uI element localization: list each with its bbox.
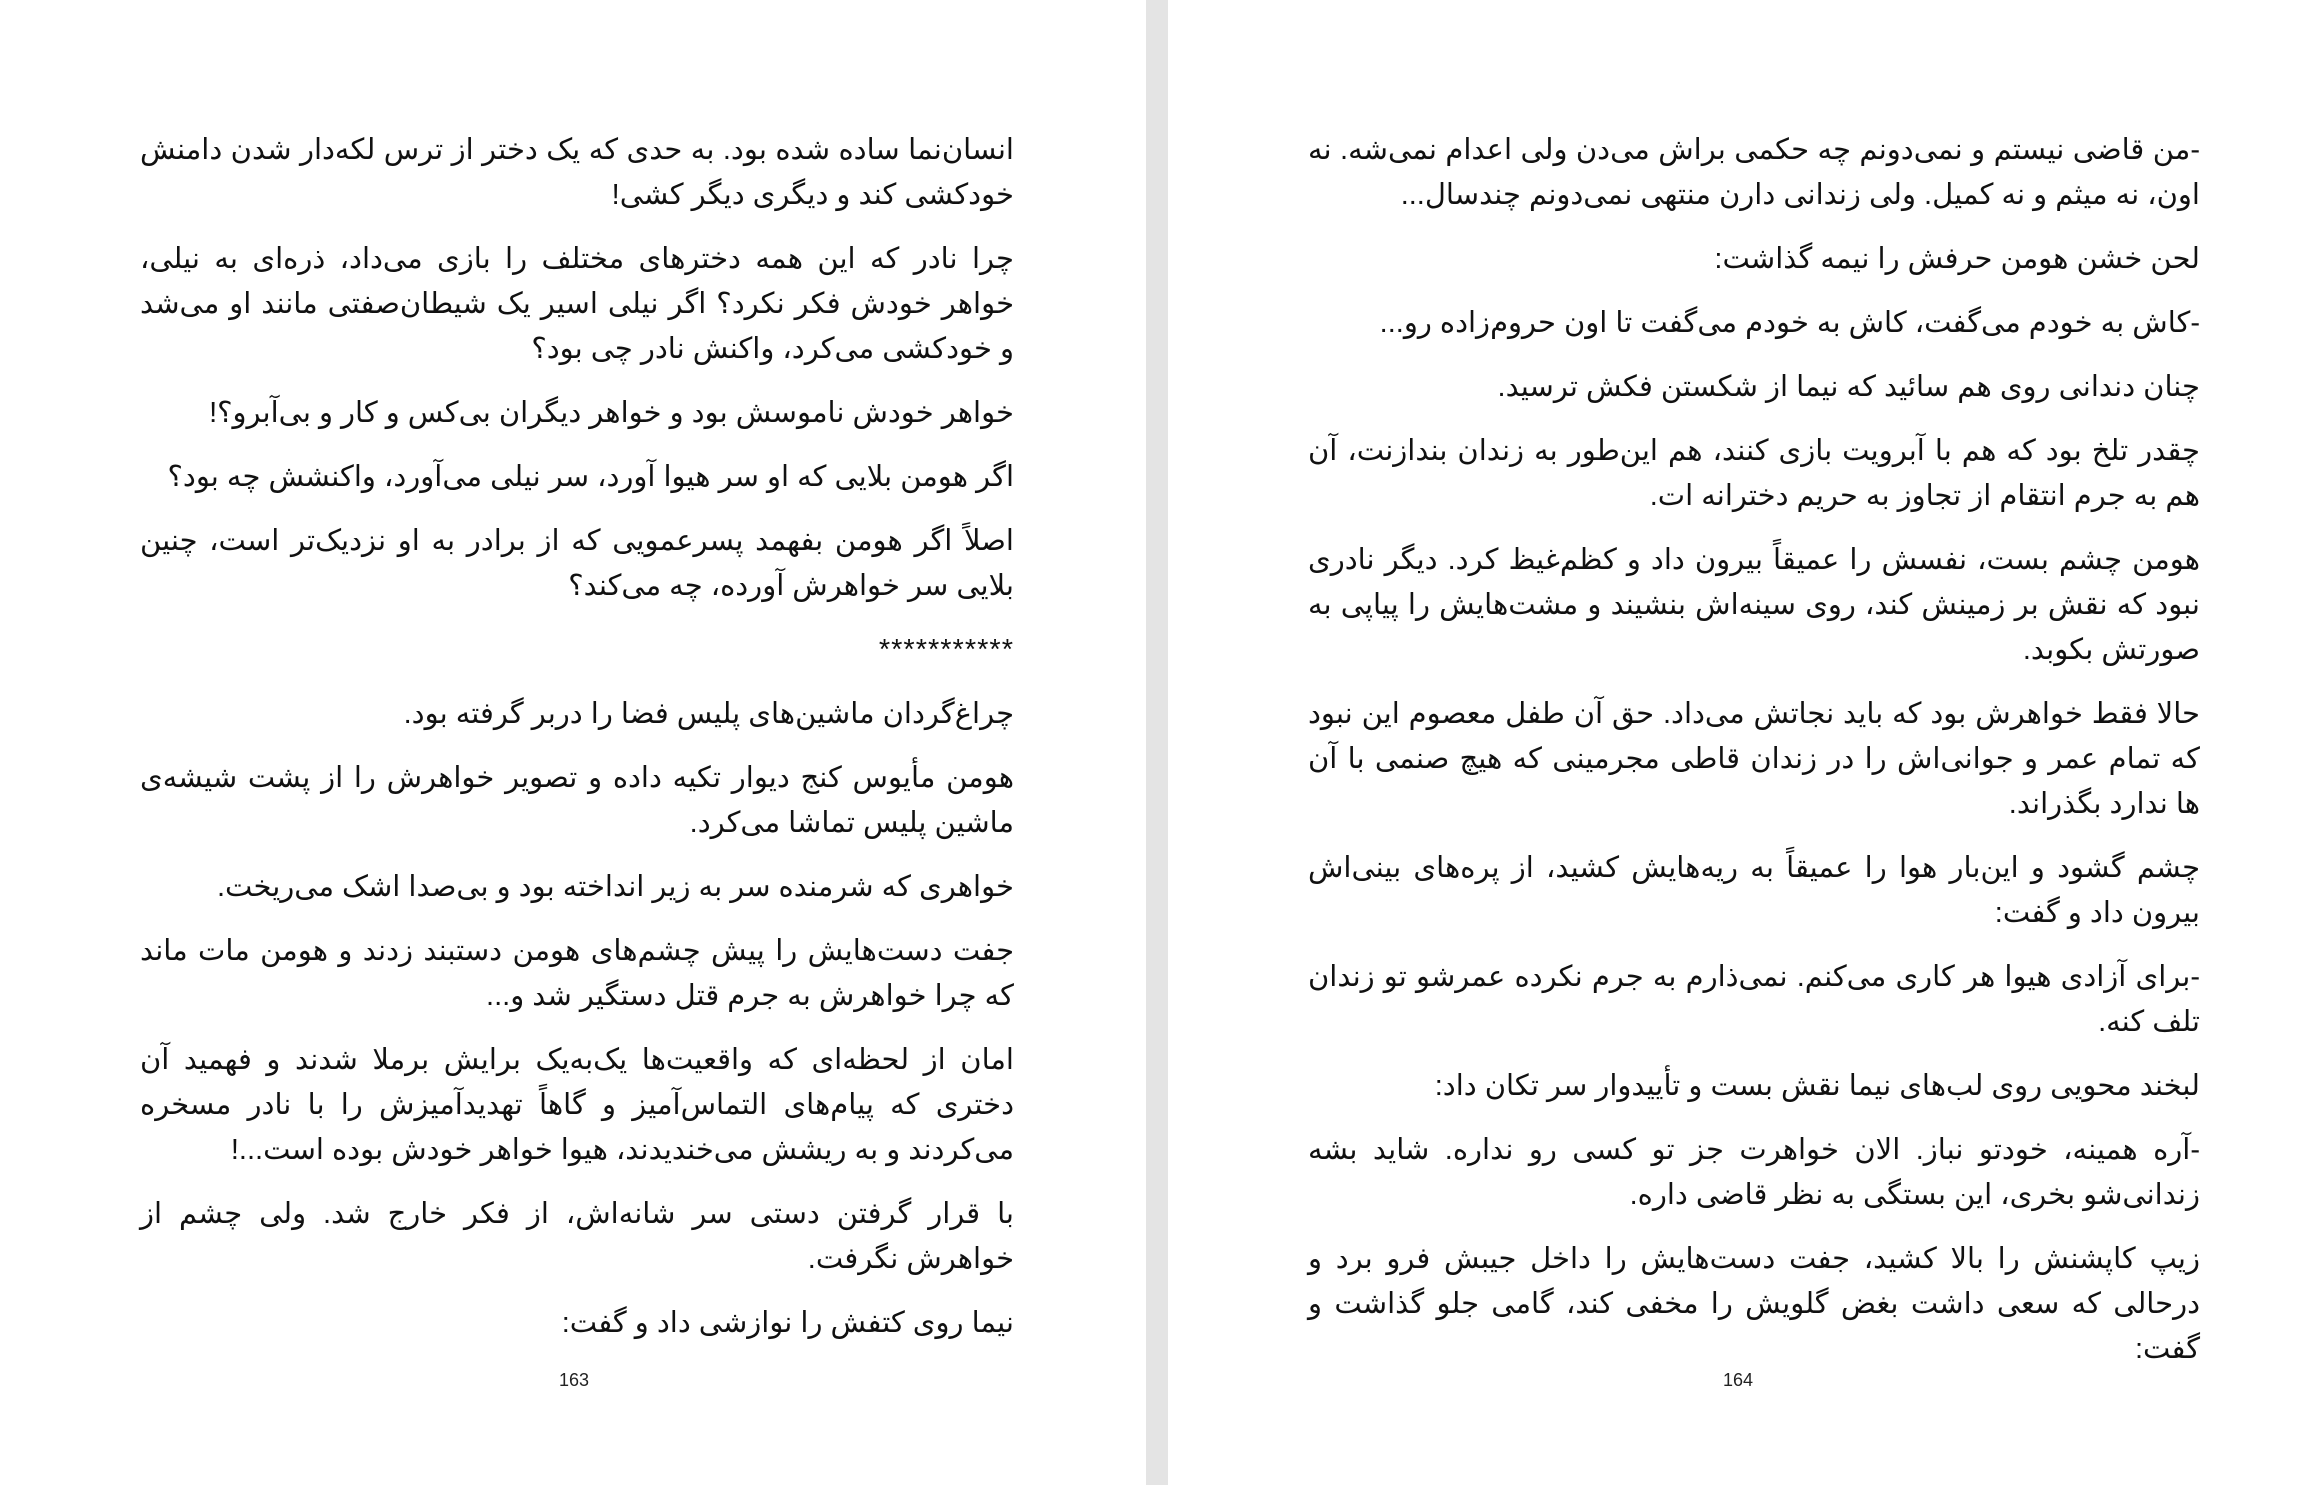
paragraph: خواهری که شرمنده سر به زیر انداخته بود و بی‌صدا اشک می‌ریخت. xyxy=(216,871,1014,903)
section-separator: *********** xyxy=(878,634,1014,666)
paragraph: زیپ کاپشنش را بالا کشید، جفت دست‌هایش را داخل جیبش فرو برد و درحالی که سعی داشت بغض گلویش را مخفی کند، گامی جلو گذاشت و گفت: xyxy=(1308,1243,2200,1365)
paragraph: -آره همینه، خودتو نباز. الان خواهرت جز تو کسی رو نداره. شاید بشه زندانی‌شو بخری، این بستگی به نظر قاضی داره. xyxy=(1308,1134,2200,1211)
paragraph: لبخند محویی روی لب‌های نیما نقش بست و تأییدوار سر تکان داد: xyxy=(1434,1070,2200,1102)
paragraph: حالا فقط خواهرش بود که باید نجاتش می‌داد. حق آن طفل معصوم این نبود که تمام عمر و جوانی‌اش را در زندان قاطی مجرمینی که هیچ صنمی با آن ها ندارد بگذراند. xyxy=(1308,698,2200,820)
paragraph: خواهر خودش ناموسش بود و خواهر دیگران بی‌کس و کار و بی‌آبرو؟! xyxy=(209,397,1014,429)
paragraph: چرا نادر که این همه دخترهای مختلف را بازی می‌داد، ذره‌ای به نیلی، خواهر خودش فکر نکرد؟ اگر نیلی اسیر یک شیطان‌صفتی مانند او می‌شد و خودکشی می‌کرد، واکنش نادر چی بود؟ xyxy=(140,243,1014,365)
paragraph: چراغ‌گردان ماشین‌های پلیس فضا را دربر گرفته بود. xyxy=(403,698,1014,730)
paragraph: -من قاضی نیستم و نمی‌دونم چه حکمی براش می‌دن ولی اعدام نمی‌شه. نه اون، نه میثم و نه کمیل. ولی زندانی دارن منتهی نمی‌دونم چندسال... xyxy=(1308,134,2200,211)
page-164 xyxy=(1168,0,2314,1485)
page-number: 164 xyxy=(1722,1370,1754,1390)
paragraph: اگر هومن بلایی که او سر هیوا آورد، سر نیلی می‌آورد، واکنشش چه بود؟ xyxy=(167,461,1014,493)
page-number: 163 xyxy=(558,1370,590,1390)
paragraph: چنان دندانی روی هم سائید که نیما از شکستن فکش ترسید. xyxy=(1497,371,2200,403)
paragraph: چقدر تلخ بود که هم با آبرویت بازی کنند، هم این‌طور به زندان بندازنت، آن هم به جرم انتقام از تجاوز به حریم دخترانه ات. xyxy=(1308,435,2200,512)
paragraph: لحن خشن هومن حرفش را نیمه گذاشت: xyxy=(1714,243,2200,275)
page-text xyxy=(1308,128,2200,1391)
paragraph: با قرار گرفتن دستی سر شانه‌اش، از فکر خارج شد. ولی چشم از خواهرش نگرفت. xyxy=(140,1198,1014,1275)
paragraph: -برای آزادی هیوا هر کاری می‌کنم. نمی‌ذارم به جرم نکرده عمرشو تو زندان تلف کنه. xyxy=(1308,961,2200,1038)
paragraph: چشم گشود و این‌بار هوا را عمیقاً به ریه‌هایش کشید، از پره‌های بینی‌اش بیرون داد و گفت: xyxy=(1308,852,2200,929)
page-text xyxy=(140,128,1014,1365)
paragraph: اصلاً اگر هومن بفهمد پسرعمویی که از برادر به او نزدیک‌تر است، چنین بلایی سر خواهرش آورده، چه می‌کند؟ xyxy=(140,525,1014,602)
paragraph: نیما روی کتفش را نوازشی داد و گفت: xyxy=(561,1307,1014,1339)
paragraph: انسان‌نما ساده شده بود. به حدی که یک دختر از ترس لکه‌دار شدن دامنش خودکشی کند و دیگری دیگر کشی! xyxy=(140,134,1014,211)
paragraph: -کاش به خودم می‌گفت، کاش به خودم می‌گفت تا اون حروم‌زاده رو... xyxy=(1379,307,2200,339)
page-163 xyxy=(0,0,1146,1485)
paragraph: هومن چشم بست، نفسش را عمیقاً بیرون داد و کظم‌غیظ کرد. دیگر نادری نبود که نقش بر زمینش کند، روی سینه‌اش بنشیند و مشت‌هایش را پیاپی به صورتش بکوبد. xyxy=(1308,544,2200,666)
paragraph: امان از لحظه‌ای که واقعیت‌ها یک‌به‌یک برایش برملا شدند و فهمید آن دختری که پیام‌های التماس‌آمیز و گاهاً تهدیدآمیزش را با نادر مسخره می‌کردند و به ریشش می‌خندیدند، هیوا خواهر خودش بوده است...! xyxy=(140,1044,1014,1166)
paragraph: جفت دست‌هایش را پیش چشم‌های هومن دستبند زدند و هومن مات ماند که چرا خواهرش به جرم قتل دستگیر شد و... xyxy=(140,935,1014,1012)
paragraph: هومن مأیوس کنج دیوار تکیه داده و تصویر خواهرش را از پشت شیشه‌ی ماشین پلیس تماشا می‌کرد. xyxy=(140,762,1014,839)
